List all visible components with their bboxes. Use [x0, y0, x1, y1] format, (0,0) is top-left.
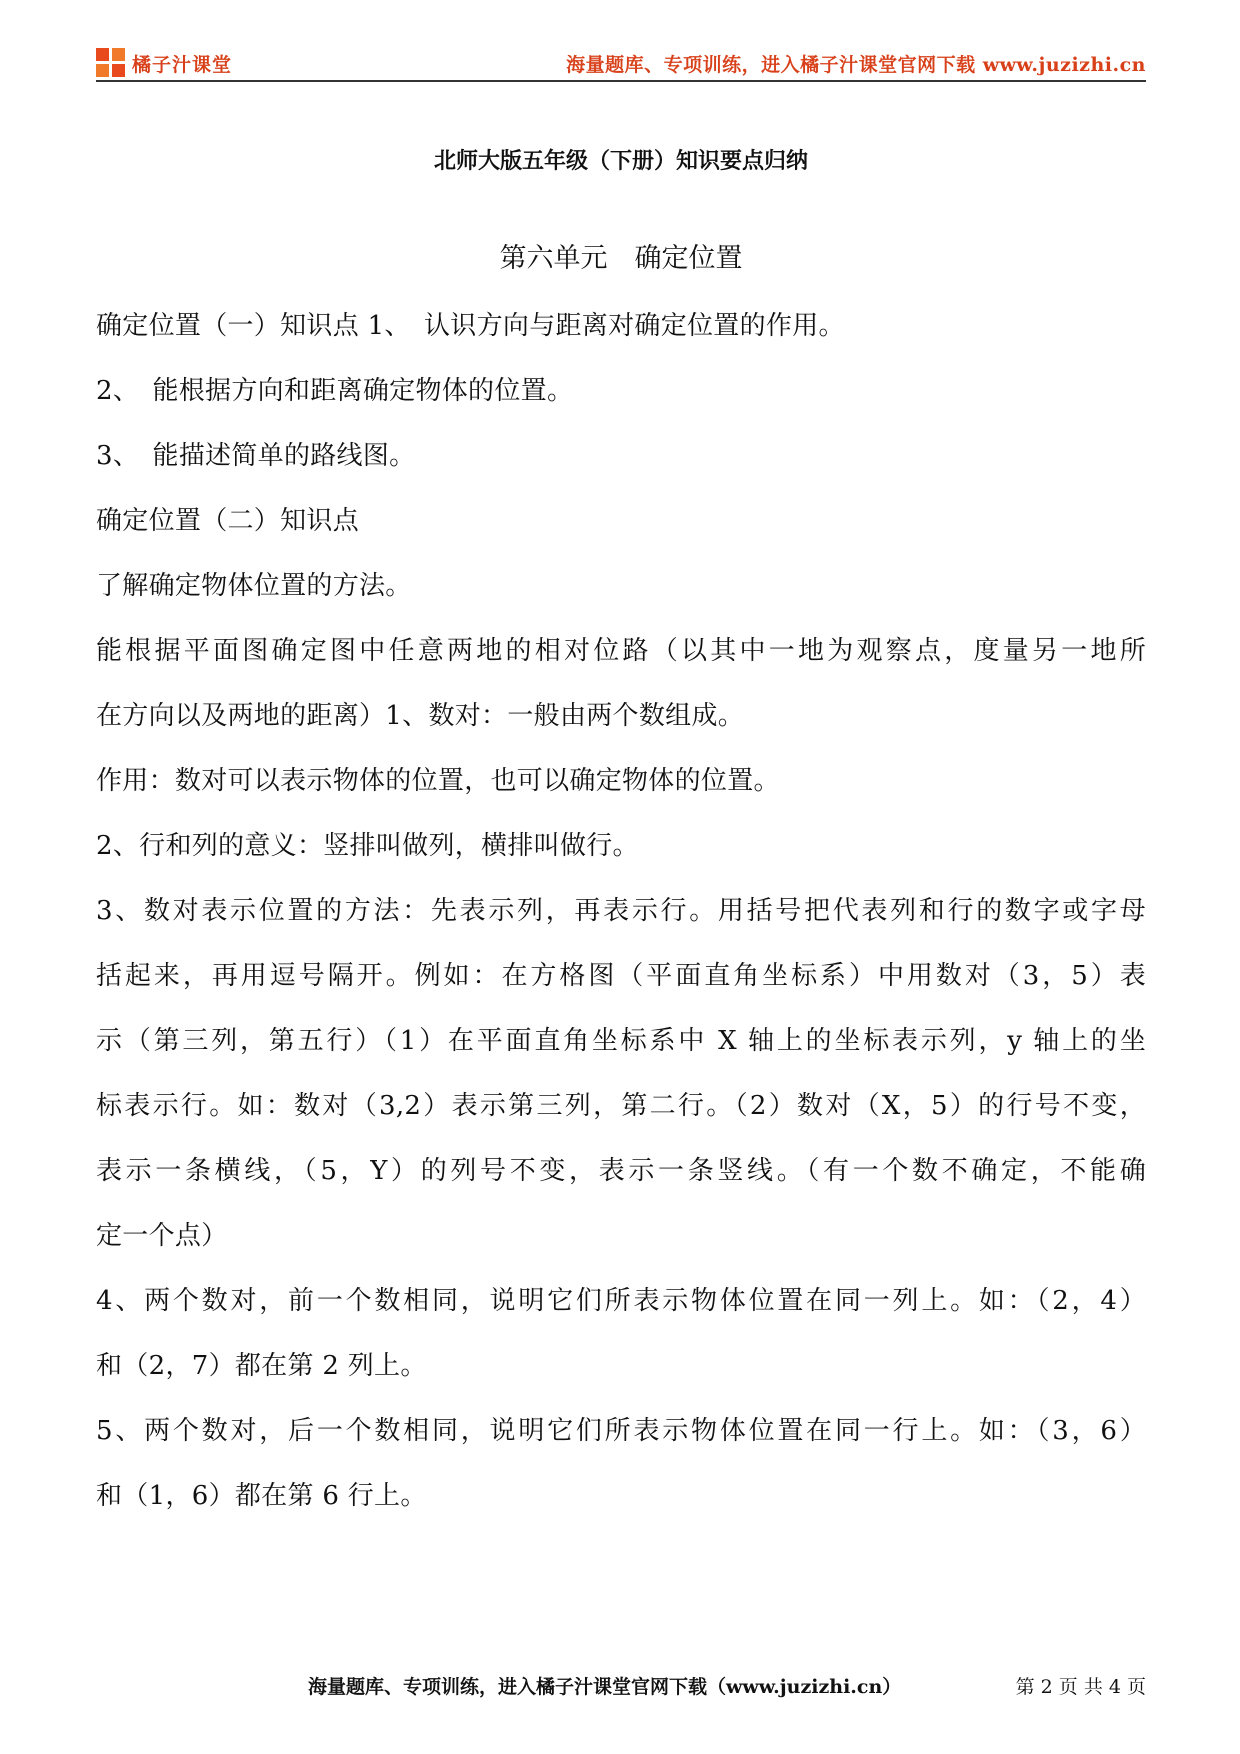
page-header: [96, 40, 1146, 82]
text-line: 作用：数对可以表示物体的位置，也可以确定物体的位置。: [96, 766, 780, 796]
document-title: 北师大版五年级（下册）知识要点归纳: [433, 148, 808, 174]
logo-icon: [96, 48, 126, 78]
text-line: 和（1，6）都在第 6 行上。: [96, 1481, 427, 1511]
text-line: 了解确定物体位置的方法。: [96, 571, 412, 601]
text-line: 表示一条横线，（5，Y）的列号不变，表示一条竖线。（有一个数不确定，不能确: [96, 1156, 1146, 1186]
text-line: 标表示行。如：数对（3,2）表示第三列，第二行。（2）数对（X，5）的行号不变，: [96, 1091, 1146, 1121]
text-line: 和（2，7）都在第 2 列上。: [96, 1351, 427, 1381]
text-line: 2、 能根据方向和距离确定物体的位置。: [96, 376, 574, 406]
brand-name: 橘子汁课堂: [132, 53, 233, 76]
document-body: [96, 294, 1146, 1529]
text-line: 3、数对表示位置的方法：先表示列，再表示行。用括号把代表列和行的数字或字母: [96, 896, 1146, 926]
text-line: 5、两个数对，后一个数相同，说明它们所表示物体位置在同一行上。如：（3，6）: [96, 1416, 1146, 1446]
brand-logo: [96, 48, 232, 78]
section-title: 第六单元 确定位置: [499, 243, 743, 274]
text-line: 4、两个数对，前一个数相同，说明它们所表示物体位置在同一列上。如：（2，4）: [96, 1286, 1146, 1316]
page-number: 第 2 页 共 4 页: [1015, 1676, 1146, 1698]
text-line: 在方向以及两地的距离）1、数对：一般由两个数组成。: [96, 701, 745, 731]
page-footer: [96, 1672, 1146, 1702]
text-line: 示（第三列，第五行）（1）在平面直角坐标系中 X 轴上的坐标表示列，y 轴上的坐: [96, 1026, 1146, 1056]
text-line: 能根据平面图确定图中任意两地的相对位路（以其中一地为观察点，度量另一地所: [96, 636, 1146, 666]
text-line: 2、行和列的意义：竖排叫做列，横排叫做行。: [96, 831, 639, 861]
text-line: 确定位置（一）知识点 1、 认识方向与距离对确定位置的作用。: [96, 311, 845, 341]
header-slogan: 海量题库、专项训练，进入橘子汁课堂官网下载 www.juzizhi.cn: [566, 54, 1146, 76]
text-line: 括起来，再用逗号隔开。例如：在方格图（平面直角坐标系）中用数对（3，5）表: [96, 961, 1146, 991]
text-line: 定一个点）: [96, 1221, 228, 1251]
footer-slogan: 海量题库、专项训练，进入橘子汁课堂官网下载（www.juzizhi.cn）: [308, 1676, 902, 1698]
text-line: 确定位置（二）知识点: [96, 506, 360, 536]
text-line: 3、 能描述简单的路线图。: [96, 441, 416, 471]
